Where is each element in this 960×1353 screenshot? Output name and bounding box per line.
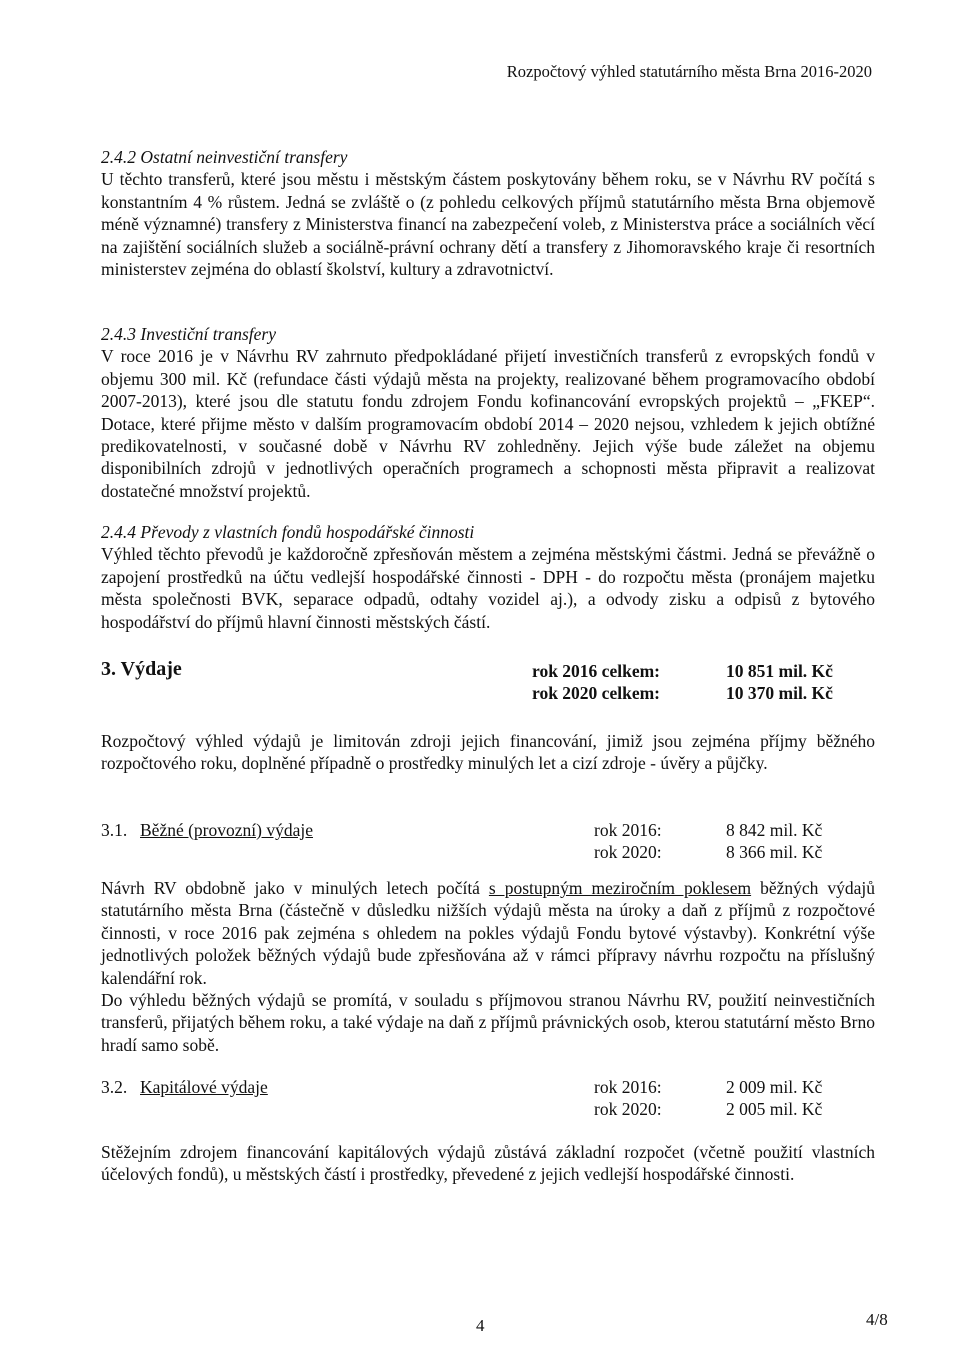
capital-2020-value: 2 005 mil. Kč	[726, 1099, 823, 1119]
subsection-title: Běžné (provozní) výdaje	[140, 820, 313, 840]
section-paragraph: Výhled těchto převodů je každoročně zpřesňován městem a zejména městskými částmi. Jedná se převážně o zapojení prostředků na účtu vedlejší hospodářské činnosti - DPH - do rozpočtu města (pronájem majetku města společnosti BVK, separace odpadů, odtahy vozidel aj.), a odvody zisku a odpisů z bytového hospodářství do příjmů hlavní činnosti městských částí.	[101, 544, 875, 632]
section-heading: 2.4.4 Převody z vlastních fondů hospodářské činnosti	[101, 522, 475, 542]
total-2016-label: rok 2016 celkem:	[532, 661, 660, 681]
total-2020-value: 10 370 mil. Kč	[726, 683, 833, 703]
section-paragraph: U těchto transferů, které jsou městu i městským částem poskytovány během roku, se v Návrhu RV počítá s konstantním 4 % růstem. Jedná se zvláště o (z pohledu celkových příjmů statutárního města Brna objemově méně významné) transfery z Ministerstva financí na zabezpečení voleb, z Ministerstva práce a sociálních věcí na zajištění sociálních služeb a sociálně-právní ochrany dětí a transfery z Jihomoravského kraje či resortních ministerstev zejména do oblastí školství, kultury a zdravotnictví.	[101, 169, 875, 280]
current-2016-label: rok 2016:	[594, 820, 662, 840]
section-heading: 2.4.2 Ostatní neinvestiční transfery	[101, 147, 348, 167]
section-paragraph: V roce 2016 je v Návrhu RV zahrnuto předpokládané přijetí investičních transferů z evropských fondů v objemu 300 mil. Kč (refundace části výdajů města na projekty, realizované během programovacího období 2007-2013), které jsou dle statutu fondu zdrojem Fondu kofinancování evropských projektů – „FKEP“. Dotace, které přijme město v dalším programovacím období 2014 – 2020 nejsou, vzhledem k jejich obtížné predikovatelnosti, v současné době v Návrhu RV zohledněny. Jejich výše bude záležet na objemu disponibilních zdrojů v jednotlivých operačních programech a schopnosti města připravit a realizovat dostatečné množství projektů.	[101, 346, 875, 501]
section-2-4-4	[101, 521, 875, 633]
section-3-2-text	[101, 1141, 875, 1186]
expenditure-intro	[101, 730, 875, 775]
current-2016-value: 8 842 mil. Kč	[726, 820, 823, 840]
chapter-title: 3. Výdaje	[101, 658, 182, 680]
section-3-1-text	[101, 877, 875, 1056]
section-paragraph: Do výhledu běžných výdajů se promítá, v souladu s příjmovou stranou Návrhu RV, použití neinvestičních transferů, přijatých během roku, a také výdaje na daň z příjmů právnických osob, kterou statutární město Brno hradí samo sobě.	[101, 990, 875, 1055]
current-2020-value: 8 366 mil. Kč	[726, 842, 823, 862]
subsection-title: Kapitálové výdaje	[140, 1077, 268, 1097]
section-paragraph	[101, 877, 875, 989]
capital-2016-label: rok 2016:	[594, 1077, 662, 1097]
underlined-phrase: s postupným meziročním poklesem	[488, 878, 752, 898]
section-paragraph: Stěžejním zdrojem financování kapitálových výdajů zůstává základní rozpočet (včetně použití vlastních účelových fondů), u městských částí i prostředky, převedené z jejich vedlejší hospodářské činnosti.	[101, 1142, 875, 1185]
paragraph-text: běžných výdajů statutárního města Brna (částečně v důsledku nižších výdajů města na úroky a daň z příjmů z rozpočtové činnosti, v roce 2016 pak zejména s ohledem na pokles výdajů Fondu bytové výstavby). Konkrétní výše jednotlivých položek běžných výdajů bude zpřesňována až v rámci přípravy návrhu rozpočtu na příslušný kalendářní rok.	[101, 878, 875, 988]
section-2-4-2	[101, 146, 875, 280]
section-paragraph: Rozpočtový výhled výdajů je limitován zdroji jejich financování, jimiž jsou zejména příjmy běžného rozpočtového roku, doplněné případně o prostředky minulých let a cizí zdroje - úvěry a půjčky.	[101, 731, 875, 774]
subsection-number: 3.1.	[101, 820, 128, 840]
section-2-4-3	[101, 323, 875, 502]
running-header: Rozpočtový výhled statutárního města Brna 2016-2020	[506, 62, 872, 81]
section-heading: 2.4.3 Investiční transfery	[101, 324, 276, 344]
paragraph-text: Návrh RV obdobně jako v minulých letech počítá	[101, 878, 489, 898]
capital-2016-value: 2 009 mil. Kč	[726, 1077, 823, 1097]
page-count: 4/8	[866, 1310, 888, 1329]
current-2020-label: rok 2020:	[594, 842, 662, 862]
subsection-number: 3.2.	[101, 1077, 128, 1097]
capital-2020-label: rok 2020:	[594, 1099, 662, 1119]
total-2020-label: rok 2020 celkem:	[532, 683, 660, 703]
page-number: 4	[476, 1316, 485, 1335]
total-2016-value: 10 851 mil. Kč	[726, 661, 833, 681]
